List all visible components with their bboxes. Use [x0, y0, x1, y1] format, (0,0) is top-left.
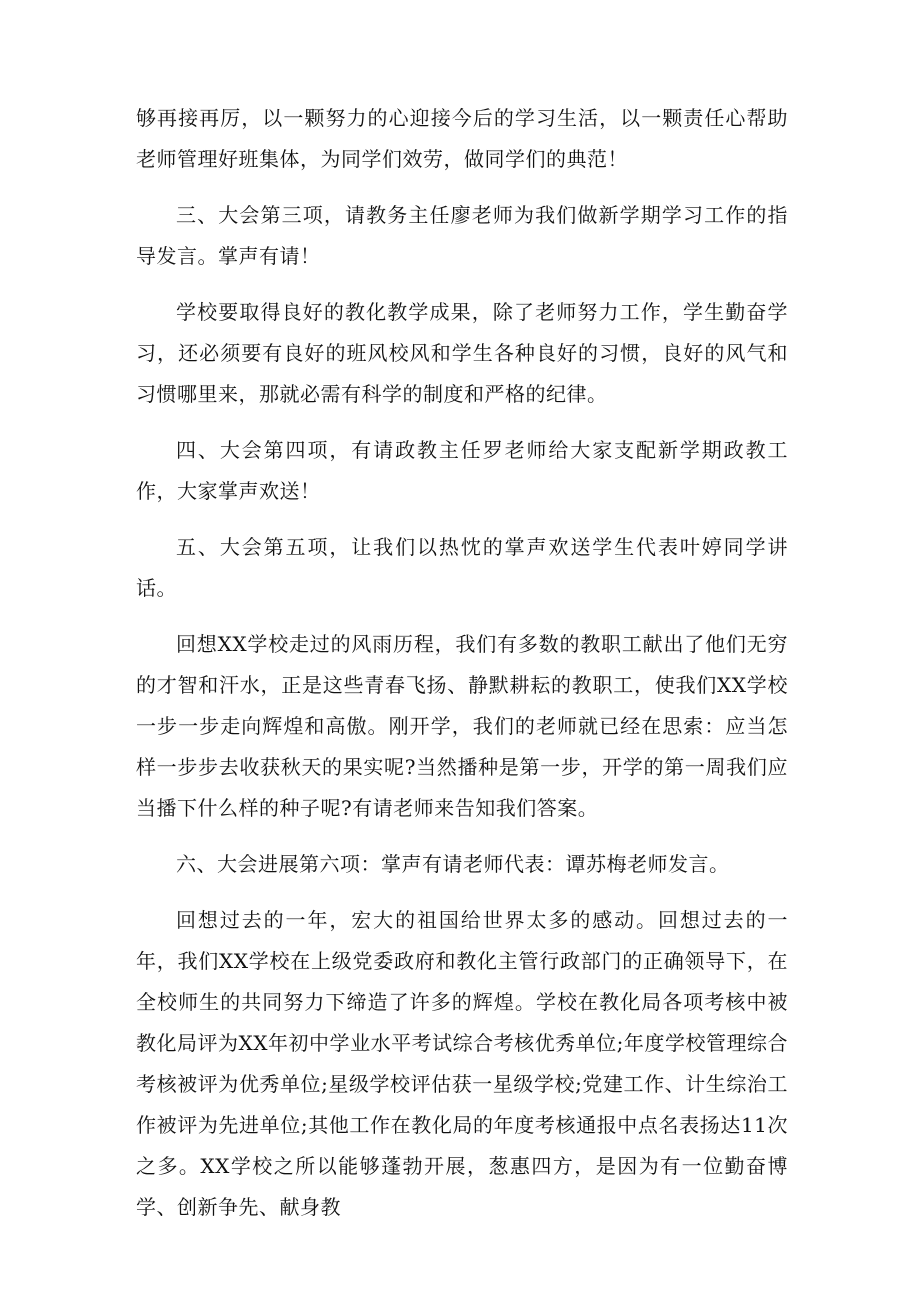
paragraph-agenda-item-5: 五、大会第五项，让我们以热忱的掌声欢送学生代表叶婷同学讲话。: [136, 535, 788, 600]
paragraph-agenda-item-4: 四、大会第四项，有请政教主任罗老师给大家支配新学期政教工作，大家掌声欢送！: [136, 438, 788, 503]
paragraph-agenda-item-6: 六、大会进展第六项：掌声有请老师代表：谭苏梅老师发言。: [176, 852, 730, 876]
paragraph-year-review: 回想过去的一年，宏大的祖国给世界太多的感动。回想过去的一年，我们XX学校在上级党委政府和教化主管行政部门的正确领导下，在全校师生的共同努力下缔造了许多的辉煌。学校在教化局各项考核中被教化局评为XX年初中学业水平考试综合考核优秀单位;年度学校管理综合考核被评为优秀单位;星级学校评估获一星级学校;党建工作、计生综治工作被评为先进单位;其他工作在教化局的年度考核通报中点名表扬达11次之多。XX学校之所以能够蓬勃开展，葱惠四方，是因为有一位勤奋博学、创新争先、献身教: [136, 908, 788, 1219]
paragraph-school-history: 回想XX学校走过的风雨历程，我们有多数的教职工献出了他们无穷的才智和汗水，正是这些青春飞扬、静默耕耘的教职工，使我们XX学校一步一步走向辉煌和高傲。刚开学，我们的老师就已经在思索：应当怎样一步步去收获秋天的果实呢?当然播种是第一步，开学的第一周我们应当播下什么样的种子呢?有请老师来告知我们答案。: [136, 632, 788, 820]
document-body: [136, 98, 788, 1243]
paragraph-continuation: 够再接再厉，以一颗努力的心迎接今后的学习生活，以一颗责任心帮助老师管理好班集体，为同学们效劳，做同学们的典范！: [136, 106, 788, 171]
paragraph-agenda-item-3: 三、大会第三项，请教务主任廖老师为我们做新学期学习工作的指导发言。掌声有请！: [136, 203, 788, 268]
paragraph-school-discipline: 学校要取得良好的教化教学成果，除了老师努力工作，学生勤奋学习，还必须要有良好的班风校风和学生各种良好的习惯，良好的风气和习惯哪里来，那就必需有科学的制度和严格的纪律。: [136, 300, 788, 406]
